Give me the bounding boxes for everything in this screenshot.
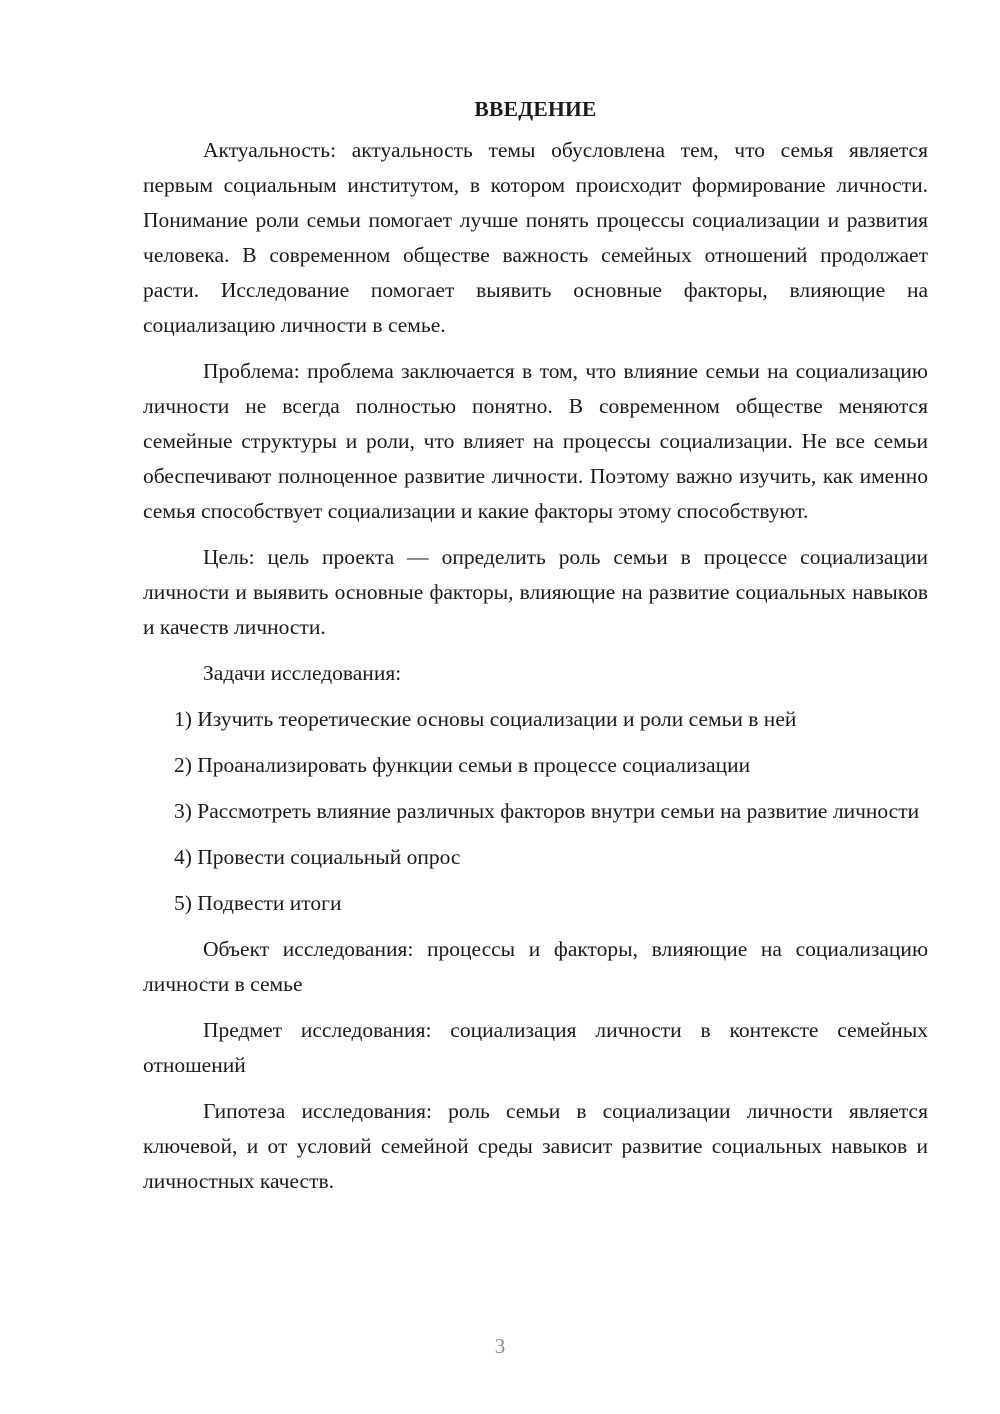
task-item-2: 2) Проанализировать функции семьи в процессе социализации	[174, 753, 751, 777]
page-number: 3	[494, 1334, 506, 1358]
task-item-5: 5) Подвести итоги	[174, 891, 342, 915]
page-content	[143, 92, 928, 1210]
tasks-heading: Задачи исследования:	[203, 661, 402, 685]
goal-paragraph: Цель: цель проекта — определить роль семьи в процессе социализации личности и выявить основные факторы, влияющие на развитие социальных навыков и качеств личности.	[143, 545, 928, 639]
problem-paragraph: Проблема: проблема заключается в том, что влияние семьи на социализацию личности не всегда полностью понятно. В современном обществе меняются семейные структуры и роли, что влияет на процессы социализации. Не все семьи обеспечивают полноценное развитие личности. Поэтому важно изучить, как именно семья способствует социализации и какие факторы этому способствуют.	[143, 359, 928, 523]
research-subject-paragraph: Предмет исследования: социализация личности в контексте семейных отношений	[143, 1018, 928, 1077]
research-object-paragraph: Объект исследования: процессы и факторы, влияющие на социализацию личности в семье	[143, 937, 928, 996]
task-item-4: 4) Провести социальный опрос	[174, 845, 461, 869]
section-heading: ВВЕДЕНИЕ	[474, 97, 597, 121]
relevance-paragraph: Актуальность: актуальность темы обусловлена тем, что семья является первым социальным институтом, в котором происходит формирование личности. Понимание роли семьи помогает лучше понять процессы социализации и развития человека. В современном обществе важность семейных отношений продолжает расти. Исследование помогает выявить основные факторы, влияющие на социализацию личности в семье.	[143, 138, 928, 337]
task-item-1: 1) Изучить теоретические основы социализации и роли семьи в ней	[174, 707, 797, 731]
task-item-3: 3) Рассмотреть влияние различных факторов внутри семьи на развитие личности	[174, 799, 920, 823]
hypothesis-paragraph: Гипотеза исследования: роль семьи в социализации личности является ключевой, и от условий семейной среды зависит развитие социальных навыков и личностных качеств.	[143, 1099, 928, 1193]
